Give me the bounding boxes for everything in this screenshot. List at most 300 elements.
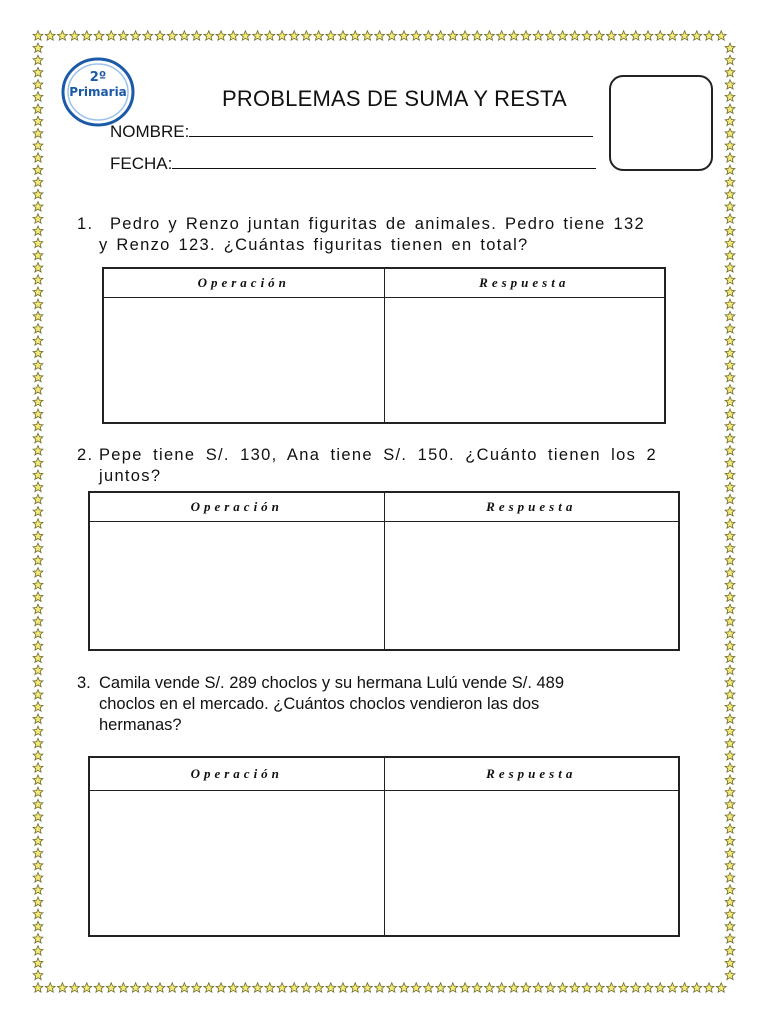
star-icon	[106, 31, 116, 40]
star-icon	[33, 67, 43, 76]
star-icon	[131, 31, 141, 40]
star-icon	[33, 238, 43, 247]
star-icon	[533, 983, 543, 992]
star-icon	[58, 31, 68, 40]
star-icon	[725, 604, 735, 613]
star-icon	[33, 946, 43, 955]
star-icon	[725, 311, 735, 320]
star-icon	[387, 31, 397, 40]
answer-table-1	[102, 267, 666, 424]
star-icon	[33, 189, 43, 198]
star-icon	[33, 983, 43, 992]
star-icon	[70, 983, 80, 992]
star-icon	[33, 629, 43, 638]
nombre-label: NOMBRE:	[110, 122, 190, 141]
star-icon	[692, 31, 702, 40]
star-icon	[725, 507, 735, 516]
star-icon	[33, 470, 43, 479]
star-icon	[725, 421, 735, 430]
star-icon	[725, 726, 735, 735]
respuesta-cell[interactable]	[384, 298, 665, 424]
star-icon	[33, 934, 43, 943]
star-icon	[289, 31, 299, 40]
star-icon	[692, 983, 702, 992]
star-icon	[725, 153, 735, 162]
star-icon	[725, 409, 735, 418]
star-icon	[725, 214, 735, 223]
star-icon	[33, 519, 43, 528]
star-icon	[424, 31, 434, 40]
star-icon	[289, 983, 299, 992]
star-icon	[33, 104, 43, 113]
star-icon	[725, 702, 735, 711]
star-icon	[33, 568, 43, 577]
star-icon	[725, 653, 735, 662]
star-icon	[82, 983, 92, 992]
star-icon	[33, 507, 43, 516]
star-icon	[33, 665, 43, 674]
nombre-line[interactable]	[189, 122, 593, 137]
star-icon	[725, 690, 735, 699]
star-icon	[302, 31, 312, 40]
star-icon	[558, 983, 568, 992]
star-icon	[167, 31, 177, 40]
star-icon	[204, 983, 214, 992]
fecha-field[interactable]	[110, 154, 596, 174]
star-icon	[725, 336, 735, 345]
star-icon	[546, 983, 556, 992]
star-icon	[725, 446, 735, 455]
star-icon	[725, 568, 735, 577]
star-icon	[725, 897, 735, 906]
star-icon	[33, 80, 43, 89]
star-icon	[725, 543, 735, 552]
star-icon	[33, 250, 43, 259]
star-icon	[45, 983, 55, 992]
star-icon	[485, 31, 495, 40]
page-title: PROBLEMAS DE SUMA Y RESTA	[222, 86, 567, 111]
star-icon	[570, 983, 580, 992]
star-icon	[570, 31, 580, 40]
star-icon	[265, 983, 275, 992]
star-icon	[375, 31, 385, 40]
star-icon	[436, 983, 446, 992]
star-icon	[725, 629, 735, 638]
star-icon	[302, 983, 312, 992]
star-icon	[725, 433, 735, 442]
star-icon	[119, 983, 129, 992]
star-icon	[399, 983, 409, 992]
star-icon	[725, 385, 735, 394]
operacion-cell[interactable]	[89, 791, 384, 937]
star-icon	[33, 836, 43, 845]
star-icon	[33, 92, 43, 101]
star-icon	[33, 592, 43, 601]
star-icon	[725, 787, 735, 796]
star-icon	[725, 873, 735, 882]
star-icon	[33, 543, 43, 552]
respuesta-header: Respuesta	[384, 492, 679, 522]
star-icon	[33, 299, 43, 308]
star-icon	[497, 983, 507, 992]
grade-box	[609, 75, 713, 171]
star-icon	[277, 983, 287, 992]
star-icon	[497, 31, 507, 40]
star-icon	[33, 763, 43, 772]
operacion-header: Operación	[89, 492, 384, 522]
star-icon	[546, 31, 556, 40]
star-icon	[33, 372, 43, 381]
star-icon	[33, 531, 43, 540]
star-icon	[725, 934, 735, 943]
star-icon	[725, 519, 735, 528]
star-icon	[631, 983, 641, 992]
star-icon	[326, 31, 336, 40]
star-icon	[725, 458, 735, 467]
star-icon	[33, 421, 43, 430]
star-icon	[680, 983, 690, 992]
star-icon	[33, 860, 43, 869]
star-icon	[725, 226, 735, 235]
star-icon	[167, 983, 177, 992]
star-icon	[725, 348, 735, 357]
star-icon	[725, 824, 735, 833]
star-icon	[33, 458, 43, 467]
star-icon	[448, 31, 458, 40]
star-icon	[228, 31, 238, 40]
star-icon	[33, 873, 43, 882]
star-icon	[82, 31, 92, 40]
star-icon	[725, 751, 735, 760]
question-text: Camila vende S/. 289 choclos y su hermana Lulú vende S/. 489 choclos en el mercado. ¿Cuántos choclos vendieron las dos hermanas?	[99, 674, 565, 734]
star-icon	[594, 31, 604, 40]
star-icon	[725, 885, 735, 894]
star-icon	[725, 494, 735, 503]
star-icon	[725, 763, 735, 772]
star-icon	[725, 92, 735, 101]
star-icon	[607, 983, 617, 992]
star-icon	[448, 983, 458, 992]
star-icon	[338, 983, 348, 992]
star-icon	[33, 348, 43, 357]
star-icon	[725, 55, 735, 64]
star-icon	[363, 983, 373, 992]
star-icon	[725, 482, 735, 491]
star-icon	[33, 214, 43, 223]
star-icon	[216, 983, 226, 992]
star-icon	[424, 983, 434, 992]
star-icon	[33, 153, 43, 162]
star-icon	[33, 909, 43, 918]
star-icon	[33, 653, 43, 662]
star-icon	[277, 31, 287, 40]
star-icon	[725, 531, 735, 540]
star-icon	[725, 104, 735, 113]
star-icon	[33, 446, 43, 455]
star-icon	[704, 31, 714, 40]
star-icon	[725, 775, 735, 784]
star-icon	[33, 385, 43, 394]
star-icon	[33, 604, 43, 613]
star-icon	[436, 31, 446, 40]
star-icon	[33, 202, 43, 211]
star-icon	[509, 31, 519, 40]
star-icon	[472, 983, 482, 992]
star-icon	[33, 738, 43, 747]
star-icon	[33, 641, 43, 650]
respuesta-header: Respuesta	[384, 757, 679, 791]
star-icon	[155, 31, 165, 40]
star-icon	[725, 360, 735, 369]
star-icon	[33, 226, 43, 235]
star-icon	[643, 31, 653, 40]
star-icon	[33, 128, 43, 137]
star-icon	[619, 983, 629, 992]
star-icon	[326, 983, 336, 992]
operacion-cell[interactable]	[89, 522, 384, 651]
star-icon	[725, 372, 735, 381]
question-2	[77, 445, 659, 489]
star-icon	[33, 263, 43, 272]
star-icon	[460, 983, 470, 992]
star-icon	[33, 311, 43, 320]
star-icon	[314, 983, 324, 992]
star-icon	[155, 983, 165, 992]
star-icon	[725, 116, 735, 125]
star-icon	[33, 580, 43, 589]
star-icon	[375, 983, 385, 992]
nombre-field[interactable]	[110, 122, 593, 142]
star-icon	[45, 31, 55, 40]
star-icon	[725, 250, 735, 259]
logo-grade-label: Primaria	[69, 85, 127, 99]
star-icon	[485, 983, 495, 992]
star-icon	[725, 299, 735, 308]
operacion-header: Operación	[103, 268, 384, 298]
star-icon	[725, 324, 735, 333]
star-icon	[725, 397, 735, 406]
star-icon	[521, 983, 531, 992]
star-icon	[725, 470, 735, 479]
star-icon	[725, 177, 735, 186]
star-icon	[131, 983, 141, 992]
star-icon	[643, 983, 653, 992]
star-icon	[725, 616, 735, 625]
star-icon	[411, 31, 421, 40]
star-icon	[58, 983, 68, 992]
star-icon	[33, 714, 43, 723]
star-icon	[119, 31, 129, 40]
star-icon	[655, 983, 665, 992]
star-icon	[33, 555, 43, 564]
star-icon	[619, 31, 629, 40]
star-icon	[33, 141, 43, 150]
star-icon	[582, 31, 592, 40]
star-icon	[631, 31, 641, 40]
star-icon	[253, 31, 263, 40]
star-icon	[607, 31, 617, 40]
star-icon	[725, 275, 735, 284]
operacion-header: Operación	[89, 757, 384, 791]
star-icon	[725, 287, 735, 296]
star-icon	[725, 665, 735, 674]
star-icon	[33, 116, 43, 125]
star-icon	[33, 397, 43, 406]
star-icon	[725, 128, 735, 137]
star-icon	[33, 409, 43, 418]
star-icon	[725, 80, 735, 89]
star-icon	[33, 433, 43, 442]
star-icon	[33, 43, 43, 52]
star-icon	[314, 31, 324, 40]
star-icon	[33, 165, 43, 174]
star-icon	[725, 848, 735, 857]
star-icon	[106, 983, 116, 992]
respuesta-header: Respuesta	[384, 268, 665, 298]
star-icon	[725, 555, 735, 564]
star-icon	[33, 751, 43, 760]
star-icon	[33, 921, 43, 930]
star-icon	[94, 31, 104, 40]
respuesta-cell[interactable]	[384, 791, 679, 937]
star-icon	[725, 714, 735, 723]
fecha-line[interactable]	[172, 154, 596, 169]
star-icon	[533, 31, 543, 40]
star-icon	[725, 141, 735, 150]
star-icon	[33, 616, 43, 625]
star-icon	[33, 848, 43, 857]
question-3	[77, 673, 617, 737]
star-icon	[725, 677, 735, 686]
star-icon	[180, 31, 190, 40]
star-icon	[411, 983, 421, 992]
question-1	[77, 214, 657, 258]
star-icon	[143, 983, 153, 992]
star-icon	[704, 983, 714, 992]
star-icon	[228, 983, 238, 992]
star-icon	[725, 738, 735, 747]
star-icon	[143, 31, 153, 40]
star-icon	[725, 909, 735, 918]
star-icon	[33, 799, 43, 808]
question-number: 3.	[77, 674, 91, 692]
answer-table-3	[88, 756, 680, 937]
star-icon	[725, 799, 735, 808]
grade-logo	[60, 56, 136, 128]
star-icon	[33, 177, 43, 186]
star-icon	[725, 189, 735, 198]
star-icon	[33, 482, 43, 491]
star-icon	[680, 31, 690, 40]
star-icon	[668, 31, 678, 40]
question-number: 1.	[77, 215, 94, 233]
star-icon	[33, 726, 43, 735]
operacion-cell[interactable]	[103, 298, 384, 424]
star-icon	[33, 702, 43, 711]
star-icon	[399, 31, 409, 40]
star-icon	[655, 31, 665, 40]
star-icon	[33, 55, 43, 64]
star-icon	[725, 238, 735, 247]
star-icon	[33, 31, 43, 40]
star-icon	[725, 202, 735, 211]
star-icon	[33, 336, 43, 345]
star-icon	[582, 983, 592, 992]
respuesta-cell[interactable]	[384, 522, 679, 651]
answer-table-2	[88, 491, 680, 651]
star-icon	[509, 983, 519, 992]
star-icon	[558, 31, 568, 40]
star-icon	[33, 787, 43, 796]
star-icon	[725, 580, 735, 589]
star-icon	[338, 31, 348, 40]
star-icon	[716, 983, 726, 992]
star-icon	[192, 983, 202, 992]
star-icon	[33, 812, 43, 821]
star-icon	[363, 31, 373, 40]
star-icon	[725, 67, 735, 76]
star-icon	[70, 31, 80, 40]
star-icon	[725, 592, 735, 601]
star-icon	[241, 31, 251, 40]
star-icon	[33, 494, 43, 503]
star-icon	[33, 885, 43, 894]
star-icon	[387, 983, 397, 992]
star-icon	[668, 983, 678, 992]
star-icon	[725, 836, 735, 845]
star-icon	[725, 812, 735, 821]
star-icon	[725, 946, 735, 955]
star-icon	[33, 324, 43, 333]
star-icon	[594, 983, 604, 992]
star-icon	[725, 641, 735, 650]
star-icon	[33, 287, 43, 296]
fecha-label: FECHA:	[110, 154, 173, 173]
star-icon	[33, 690, 43, 699]
star-icon	[725, 921, 735, 930]
question-text: Pepe tiene S/. 130, Ana tiene S/. 150. ¿Cuánto tienen los 2 juntos?	[99, 446, 657, 485]
star-icon	[725, 165, 735, 174]
star-icon	[216, 31, 226, 40]
star-icon	[33, 360, 43, 369]
star-icon	[192, 31, 202, 40]
star-icon	[33, 275, 43, 284]
star-icon	[460, 31, 470, 40]
star-icon	[521, 31, 531, 40]
star-icon	[725, 958, 735, 967]
star-icon	[180, 983, 190, 992]
star-icon	[33, 775, 43, 784]
star-icon	[350, 31, 360, 40]
star-icon	[33, 677, 43, 686]
star-icon	[253, 983, 263, 992]
star-icon	[350, 983, 360, 992]
star-icon	[241, 983, 251, 992]
question-number: 2.	[77, 446, 94, 464]
star-icon	[716, 31, 726, 40]
star-icon	[725, 43, 735, 52]
star-icon	[725, 860, 735, 869]
star-icon	[265, 31, 275, 40]
star-icon	[725, 970, 735, 979]
star-icon	[204, 31, 214, 40]
star-icon	[472, 31, 482, 40]
star-icon	[33, 824, 43, 833]
star-icon	[94, 983, 104, 992]
star-icon	[33, 958, 43, 967]
star-icon	[33, 897, 43, 906]
star-icon	[725, 263, 735, 272]
